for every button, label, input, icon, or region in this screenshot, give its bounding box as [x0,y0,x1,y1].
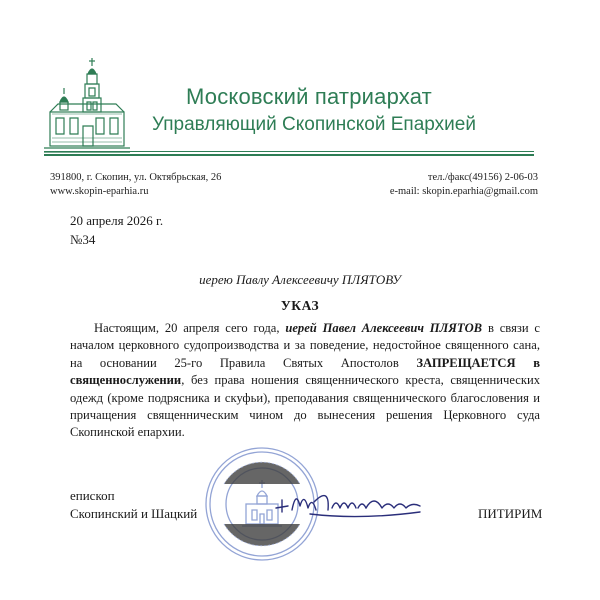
header-divider-thick [44,154,534,156]
body-part-3: в связи с началом церковного судопроизводства и за поведение, недостойное священного сана, на основании 25-го Правила Святых Апостолов [70,321,541,370]
signer-name: ПИТИРИМ [478,506,543,521]
org-subtitle: Управляющий Скопинской Епархией [152,114,476,135]
decree-title: УКАЗ [280,298,320,313]
decree-body [70,320,540,442]
email-link[interactable]: e-mail: skopin.eparhia@gmail.com [389,186,538,197]
document-number: №34 [70,232,96,247]
address: 391800, г. Скопин, ул. Октябрьская, 26 [50,172,222,183]
handwritten-signature [270,480,440,530]
recipient: иерею Павлу Алексеевичу ПЛЯТОВУ [199,272,401,287]
website-link[interactable]: www.skopin-eparhia.ru [50,186,149,197]
signer-diocese: Скопинский и Шацкий [70,506,198,521]
org-title: Московский патриархат [186,84,432,109]
phone-fax: тел./факс(49156) 2-06-03 [427,172,538,183]
body-prohibition: ЗАПРЕЩАЕТСЯ в священнослужении [70,355,541,388]
church-emblem-icon [44,56,130,156]
body-part-1: Настоящим, 20 апреля сего года, [94,321,280,335]
document-date: 20 апреля 2026 г. [70,213,164,228]
body-priest-name: иерей Павел Алексеевич ПЛЯТОВ [285,321,483,335]
body-part-5: , без права ношения священнического креста, священнических одежд (кроме подрясника и скуфьи), преподавания священнического благословения и причащения священническим чином до вынесения решения Церковного суда Скопинской епархии. [70,373,540,440]
signer-title: епископ [70,488,115,503]
header-divider [44,151,534,152]
